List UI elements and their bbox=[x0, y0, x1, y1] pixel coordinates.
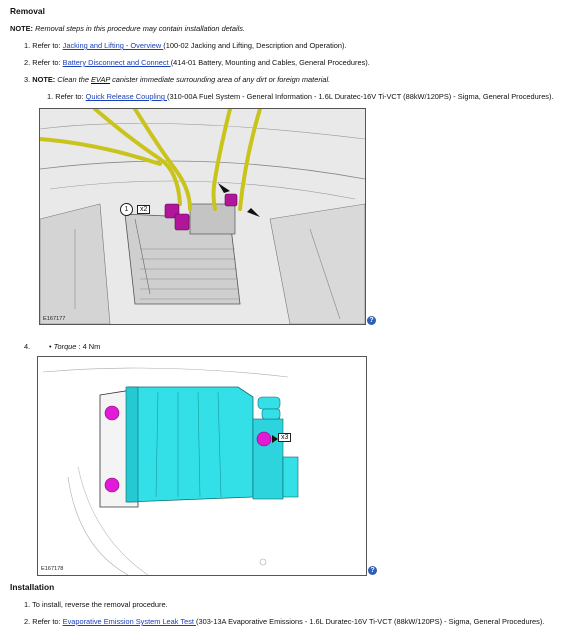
removal-heading: Removal bbox=[10, 6, 45, 16]
removal-step-4: 4. bbox=[24, 342, 31, 351]
canister-illustration bbox=[38, 357, 366, 575]
link-battery-disconnect[interactable]: Battery Disconnect and Connect bbox=[62, 58, 171, 67]
callout-quantity: x2 bbox=[137, 205, 150, 214]
installation-step-2: 2. Refer to: Evaporative Emission System Leak Test (303-13A Evaporative Emissions - 1.6L Duratec-16V Ti-VCT (88kW/120PS) - Sigma, General Procedures). bbox=[24, 617, 545, 626]
help-icon[interactable]: ? bbox=[367, 316, 376, 325]
term-evap[interactable]: EVAP bbox=[91, 75, 111, 84]
underbody-illustration bbox=[40, 109, 365, 324]
figure-evap-canister-underbody bbox=[39, 108, 366, 325]
removal-step-1: 1. Refer to: Jacking and Lifting - Overview (100-02 Jacking and Lifting, Description and Operation). bbox=[24, 41, 347, 50]
figure-evap-canister-bolts bbox=[37, 356, 367, 576]
removal-step-2: 2. Refer to: Battery Disconnect and Connect (414-01 Battery, Mounting and Cables, General Procedures). bbox=[24, 58, 370, 67]
removal-note bbox=[10, 24, 245, 33]
removal-step-3: 3. NOTE: Clean the EVAP canister immediate surrounding area of any dirt or foreign material. bbox=[24, 75, 331, 84]
removal-substep-1: 1. Refer to: Quick Release Coupling (310-00A Fuel System - General Information - 1.6L Duratec-16V Ti-VCT (88kW/120PS) - Sigma, General Procedures). bbox=[47, 92, 554, 101]
torque-spec: • Torque : 4 Nm bbox=[49, 342, 101, 351]
callout-x3: x3 bbox=[278, 433, 291, 442]
figure-id: E167178 bbox=[41, 566, 64, 572]
link-jacking-lifting[interactable]: Jacking and Lifting - Overview bbox=[62, 41, 164, 50]
link-evap-leak-test[interactable]: Evaporative Emission System Leak Test bbox=[62, 617, 197, 626]
help-icon[interactable]: ? bbox=[368, 566, 377, 575]
note-text: Removal steps in this procedure may contain installation details. bbox=[35, 24, 245, 33]
note-label: NOTE: bbox=[10, 24, 33, 33]
installation-heading: Installation bbox=[10, 582, 55, 592]
figure-id: E167177 bbox=[43, 316, 66, 322]
callout-1-x2 bbox=[120, 203, 150, 216]
link-quick-release-coupling[interactable]: Quick Release Coupling bbox=[85, 92, 167, 101]
installation-step-1: 1. To install, reverse the removal procedure. bbox=[24, 600, 168, 609]
callout-number: 1 bbox=[120, 203, 133, 216]
